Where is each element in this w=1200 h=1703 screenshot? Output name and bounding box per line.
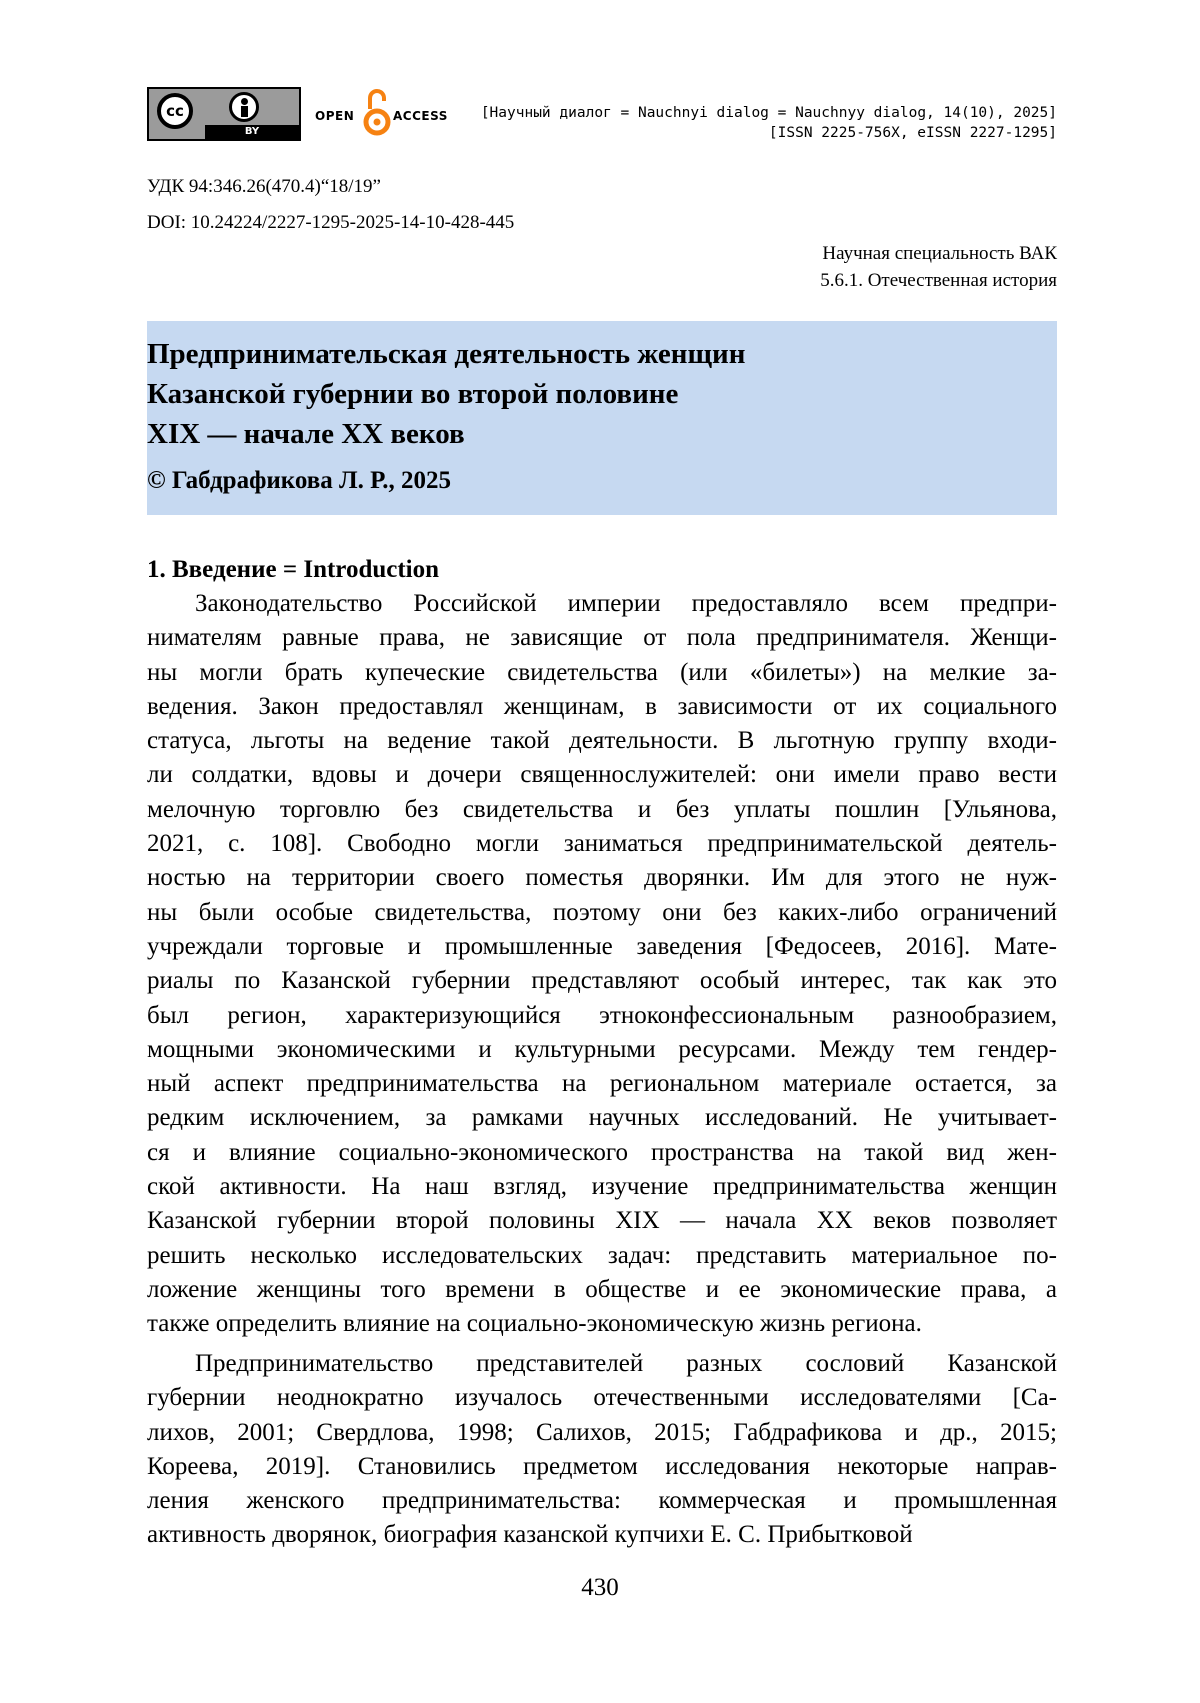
article-title-line: Казанской губернии во второй половине [147, 378, 679, 410]
vak-specialty [820, 240, 1057, 294]
article-title-line: Предпринимательская деятельность женщин [147, 338, 746, 370]
page-number: 430 [581, 1574, 619, 1601]
paragraph-line: ведения. Закон предоставлял женщинам, в зависимости от их социального [147, 692, 1057, 720]
paragraph-line: ны могли брать купеческие свидетельства (или «билеты») на мелкие за- [147, 658, 1057, 686]
creative-commons-icon: cc [157, 93, 193, 129]
open-access-open-text: OPEN [315, 109, 355, 123]
paragraph-line: редким исключением, за рамками научных исследований. Не учитывает- [147, 1104, 1057, 1132]
paragraph-line: ления женского предпринимательства: коммерческая и промышленная [147, 1487, 1057, 1515]
paragraph-line: активность дворянок, биография казанской купчихи Е. С. Прибытковой [147, 1521, 913, 1549]
paragraph-line: мелочную торговлю без свидетельства и без уплаты пошлин [Ульянова, [147, 795, 1057, 823]
open-access-logo [315, 87, 455, 139]
vak-specialty-label: Научная специальность ВАК [822, 243, 1057, 264]
paragraph-line: ся и влияние социально-экономического пространства на такой вид жен- [147, 1138, 1057, 1166]
body-paragraph [147, 1347, 1057, 1553]
paragraph-line: Кореева, 2019]. Становились предметом исследования некоторые направ- [147, 1452, 1057, 1480]
cc-by-license-badge[interactable] [147, 87, 301, 141]
paragraph-line: Законодательство Российской империи предоставляло всем предпри- [195, 590, 1057, 617]
section-heading: 1. Введение = Introduction [147, 556, 440, 583]
paragraph-line: лихов, 2001; Свердлова, 1998; Салихов, 2015; Габдрафикова и др., 2015; [147, 1418, 1057, 1446]
udk-code: УДК 94:346.26(470.4)“18/19” [147, 176, 381, 197]
paragraph-line: Казанской губернии второй половины XIX — начала XX веков позволяет [147, 1207, 1057, 1235]
paragraph-line: ностью на территории своего поместья дворянки. Им для этого не нуж- [147, 864, 1057, 892]
paragraph-line: губернии неоднократно изучалось отечественными исследователями [Са- [147, 1384, 1057, 1412]
paragraph-line: ны были особые свидетельства, поэтому они без каких-либо ограничений [147, 898, 1057, 926]
paragraph-line: ской активности. На наш взгляд, изучение предпринимательства женщин [147, 1173, 1057, 1201]
paragraph-line: ный аспект предпринимательства на региональном материале остается, за [147, 1070, 1057, 1098]
paragraph-line: нимателям равные права, не зависящие от пола предпринимателя. Женщи- [147, 624, 1057, 652]
article-title-line: XIX — начале XX веков [147, 418, 465, 450]
paragraph-line: ли солдатки, вдовы и дочери священнослужителей: они имели право вести [147, 761, 1057, 789]
attribution-person-icon [229, 92, 259, 122]
paragraph-line: ложение женщины того времени в обществе и ее экономические права, а [147, 1275, 1057, 1303]
journal-issn: [ISSN 2225-756X, eISSN 2227-1295] [768, 125, 1057, 141]
open-access-access-text: ACCESS [393, 109, 448, 123]
paragraph-line: риалы по Казанской губернии представляют особый интерес, так как это [147, 967, 1057, 995]
title-block [147, 321, 1057, 515]
paragraph-line: 2021, с. 108]. Свободно могли заниматься предпринимательской деятель- [147, 830, 1057, 858]
paragraph-line: статуса, льготы на ведение такой деятельности. В льготную группу входи- [147, 727, 1057, 755]
paragraph-line: решить несколько исследовательских задач: представить материальное по- [147, 1241, 1057, 1269]
paragraph-line: мощными экономическими и культурными ресурсами. Между тем гендер- [147, 1035, 1057, 1063]
open-access-lock-icon [363, 87, 391, 139]
by-label: BY [205, 125, 299, 139]
body-paragraph [147, 587, 1057, 1342]
doi-link[interactable]: DOI: 10.24224/2227-1295-2025-14-10-428-445 [147, 212, 515, 233]
article-author: © Габдрафикова Л. Р., 2025 [147, 467, 451, 494]
paragraph-line: также определить влияние на социально-экономическую жизнь региона. [147, 1310, 922, 1338]
paragraph-line: был регион, характеризующийся этноконфессиональным разнообразием, [147, 1001, 1057, 1029]
paragraph-line: Предпринимательство представителей разных сословий Казанской [195, 1350, 1057, 1377]
journal-reference [481, 103, 1057, 143]
journal-citation: [Научный диалог = Nauchnyi dialog = Nauchnyy dialog, 14(10), 2025] [480, 105, 1057, 121]
paragraph-line: учреждали торговые и промышленные заведения [Федосеев, 2016]. Мате- [147, 932, 1057, 960]
article-title [147, 334, 745, 454]
vak-specialty-value: 5.6.1. Отечественная история [820, 270, 1057, 291]
